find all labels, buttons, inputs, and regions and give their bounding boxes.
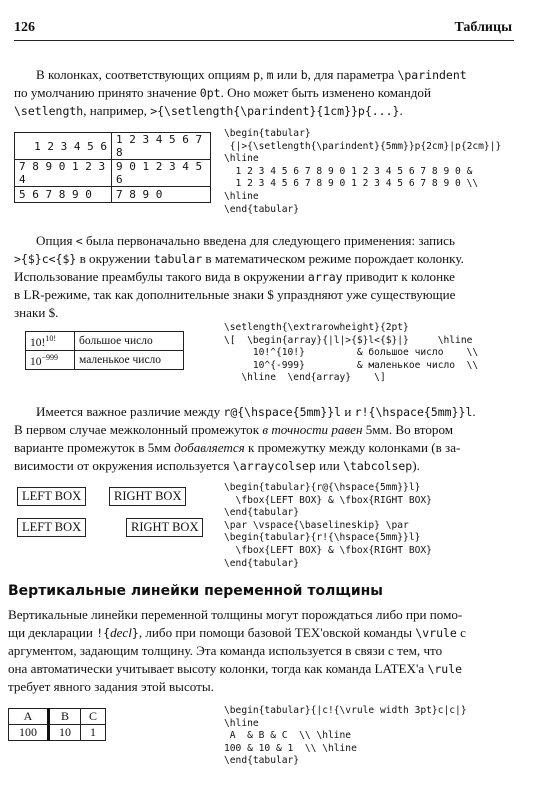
left-box-2: LEFT BOX [17,518,86,537]
example-table-vrule [8,708,106,741]
chapter-title: Таблицы [454,20,512,35]
paragraph-vertical-rules: Вертикальные линейки переменной толщины могут порождаться либо при помо- щи декларации !{decl}, либо при помощи базовой ТЕХ'овской команды \vrule с аргументом, задающим толщину. Эта команда используется в связи с тем, что она автоматически учитывает высоту колонки, тогда как команда LATEX'а \rule требует явного задания этой высоты. [8,607,466,694]
table-header-cell: C [81,709,106,725]
table-cell: 1 2 3 4 5 6 7 8 [112,133,211,160]
section-title: Вертикальные линейки переменной толщины [8,583,383,599]
table-cell: 1 [81,725,106,741]
code-example-2: \setlength{\extrarowheight}{2pt} \[ \begin{array}{|l|>{$}l<{$}|} \hline 10!^{10!} & большое число \\ 10^{-999} & маленькое число \\ \hline \end{array} \] [224,322,479,384]
label-cell: большое число [75,332,184,351]
example-table-parindent [14,132,211,203]
label-cell: маленькое число [75,351,184,370]
paragraph-spacing-difference: Имеется важное различие между r@{\hspace{5mm}}l и r!{\hspace{5mm}}l. В первом случае межколонный промежуток в точности равен 5мм. Во втором варианте промежуток в 5мм добавляется к промежутку между колонками (в за- висимости от окружения используется \arraycolsep или \tabcolsep). [14,404,476,473]
header-rule [14,40,514,41]
right-box-2: RIGHT BOX [126,518,203,537]
table-cell: 7 8 9 0 [112,187,211,203]
example-array-numbers [25,331,184,370]
code-example-1: \begin{tabular} {|>{\setlength{\parindent}{5mm}}p{2cm}|p{2cm}|} \hline 1 2 3 4 5 6 7 8 9 0 1 2 3 4 5 6 7 8 9 0 & 1 2 3 4 5 6 7 8 9 0 1 2 3 4 5 6 7 8 9 0 \\ \hline \end{tabular} [224,128,502,215]
table-cell: 10 [49,725,81,741]
math-cell: $10^{-999}$ [26,351,75,370]
table-cell: 100 [9,725,49,741]
table-cell: 7 8 9 0 1 2 3 4 [15,160,112,187]
code-example-3: \begin{tabular}{r@{\hspace{5mm}}l} \fbox{LEFT BOX} & \fbox{RIGHT BOX} \end{tabular} \par \vspace{\baselineskip} \par \begin{tabular}{r!{\hspace{5mm}}l} \fbox{LEFT BOX} & \fbox{RIGHT BOX} \end{tabular} [224,482,432,569]
math-cell: 10!$^{10!}$ [26,332,75,351]
table-cell: 1 2 3 4 5 6 [15,133,112,160]
table-cell: 5 6 7 8 9 0 [15,187,112,203]
code-example-4: \begin{tabular}{|c!{\vrule width 3pt}c|c|} \hline A & B & C \\ \hline 100 & 10 & 1 \\ \hline \end{tabular} [224,705,467,767]
paragraph-parindent: В колонках, соответствующих опциям p, m или b, для параметра \parindent по умолчанию принято значение 0pt. Оно может быть изменено командой \setlength, например, >{\setlength{\parindent}{1cm}}p{...}. [14,67,467,118]
page-number: 126 [14,20,35,35]
paragraph-option-less-than: Опция < была первоначально введена для следующего применения: запись >{$}c<{$} в окружении tabular в математическом режиме порождает колонку. Использование преамбулы такого вида в окружении array приводит к колонке в LR-режиме, так как дополнительные знаки $ упраздняют уже существующие знаки $. [14,233,464,320]
left-box-1: LEFT BOX [17,487,86,506]
right-box-1: RIGHT BOX [109,487,186,506]
table-header-cell: B [49,709,81,725]
table-header-cell: A [9,709,49,725]
table-cell: 9 0 1 2 3 4 5 6 [112,160,211,187]
